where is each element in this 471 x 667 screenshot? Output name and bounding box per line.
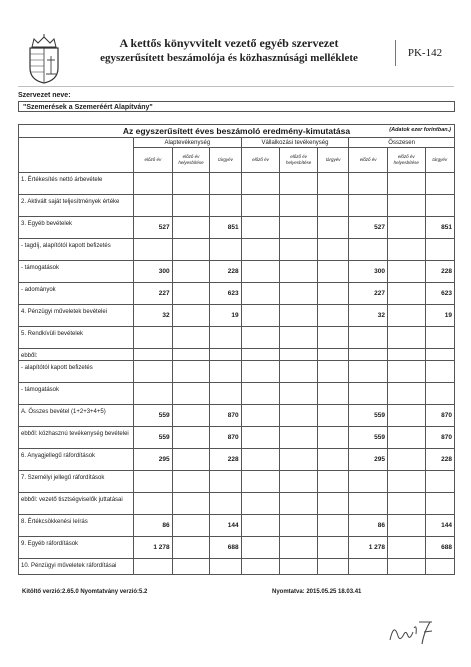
row-label: 6. Anyagjellegű ráfordítások bbox=[19, 449, 134, 471]
subheader-current-year: tárgyév bbox=[317, 148, 348, 173]
value-cell bbox=[241, 471, 280, 493]
value-cell bbox=[241, 559, 280, 575]
value-cell bbox=[425, 361, 454, 383]
version-info: Kitöltő verzió:2.65.0 Nyomtatvány verzió:5.2 bbox=[22, 589, 148, 595]
value-cell bbox=[210, 383, 241, 405]
value-cell bbox=[317, 195, 348, 217]
subheader-prev-year: előző év bbox=[349, 148, 388, 173]
row-label: A. Összes bevétel (1+2+3+4+5) bbox=[19, 405, 134, 427]
value-cell: 86 bbox=[349, 515, 388, 537]
table-row bbox=[19, 305, 455, 327]
value-cell bbox=[133, 383, 172, 405]
value-cell bbox=[425, 559, 454, 575]
value-cell bbox=[317, 327, 348, 349]
table-title: Az egyszerűsített éves beszámoló eredmény-kimutatása bbox=[122, 126, 351, 136]
value-cell bbox=[317, 349, 348, 361]
value-cell bbox=[133, 471, 172, 493]
value-cell bbox=[172, 195, 210, 217]
value-cell bbox=[172, 383, 210, 405]
value-cell bbox=[172, 427, 210, 449]
value-cell bbox=[387, 361, 425, 383]
value-cell bbox=[349, 559, 388, 575]
value-cell bbox=[387, 559, 425, 575]
value-cell bbox=[241, 261, 280, 283]
value-cell: 228 bbox=[210, 261, 241, 283]
row-label: 4. Pénzügyi műveletek bevételei bbox=[19, 305, 134, 327]
value-cell bbox=[172, 239, 210, 261]
value-cell bbox=[133, 493, 172, 515]
group-header-business: Vállalkozási tevékenység bbox=[241, 138, 349, 148]
value-cell bbox=[241, 515, 280, 537]
value-cell bbox=[172, 405, 210, 427]
value-cell bbox=[317, 515, 348, 537]
row-label: - tagdíj, alapítótól kapott befizetés bbox=[19, 239, 134, 261]
table-row bbox=[19, 405, 455, 427]
subheader-prev-year: előző év bbox=[133, 148, 172, 173]
value-cell bbox=[241, 383, 280, 405]
value-cell: 295 bbox=[133, 449, 172, 471]
value-cell bbox=[241, 173, 280, 195]
value-cell bbox=[133, 361, 172, 383]
value-cell bbox=[317, 449, 348, 471]
value-cell bbox=[172, 261, 210, 283]
value-cell bbox=[172, 449, 210, 471]
value-cell bbox=[349, 239, 388, 261]
table-row bbox=[19, 195, 455, 217]
table-row bbox=[19, 239, 455, 261]
value-cell: 851 bbox=[210, 217, 241, 239]
value-cell bbox=[241, 305, 280, 327]
value-cell: 228 bbox=[425, 261, 454, 283]
value-cell bbox=[172, 173, 210, 195]
subheader-current-year: tárgyév bbox=[210, 148, 241, 173]
value-cell: 32 bbox=[133, 305, 172, 327]
value-cell bbox=[387, 327, 425, 349]
row-label: - támogatások bbox=[19, 383, 134, 405]
value-cell bbox=[280, 493, 318, 515]
value-cell bbox=[349, 361, 388, 383]
value-cell: 144 bbox=[425, 515, 454, 537]
table-title-cell bbox=[19, 125, 455, 138]
value-cell bbox=[317, 405, 348, 427]
value-cell bbox=[280, 173, 318, 195]
value-cell bbox=[172, 283, 210, 305]
value-cell: 1 278 bbox=[349, 537, 388, 559]
row-label: ebből: vezető tisztségviselők juttatásai bbox=[19, 493, 134, 515]
value-cell bbox=[425, 239, 454, 261]
value-cell bbox=[425, 173, 454, 195]
group-header-row bbox=[19, 138, 455, 148]
value-cell: 870 bbox=[210, 427, 241, 449]
value-cell bbox=[241, 327, 280, 349]
table-row bbox=[19, 471, 455, 493]
value-cell bbox=[210, 361, 241, 383]
organization-label: Szervezet neve: bbox=[18, 92, 71, 99]
table-row bbox=[19, 261, 455, 283]
subheader-prev-correction: előző év helyesbítése bbox=[387, 148, 425, 173]
value-cell bbox=[210, 559, 241, 575]
value-cell bbox=[280, 261, 318, 283]
table-row bbox=[19, 283, 455, 305]
print-timestamp: Nyomtatva: 2015.05.25 18.03.41 bbox=[272, 589, 362, 595]
value-cell bbox=[425, 383, 454, 405]
value-cell: 688 bbox=[425, 537, 454, 559]
form-title bbox=[70, 36, 388, 65]
table-row bbox=[19, 361, 455, 383]
value-cell: 688 bbox=[210, 537, 241, 559]
form-header bbox=[18, 30, 454, 87]
value-cell: 870 bbox=[210, 405, 241, 427]
value-cell bbox=[172, 217, 210, 239]
value-cell bbox=[280, 283, 318, 305]
value-cell bbox=[241, 449, 280, 471]
table-row bbox=[19, 383, 455, 405]
value-cell bbox=[241, 427, 280, 449]
value-cell bbox=[387, 239, 425, 261]
value-cell bbox=[387, 449, 425, 471]
value-cell bbox=[241, 195, 280, 217]
value-cell bbox=[387, 537, 425, 559]
value-cell: 851 bbox=[425, 217, 454, 239]
value-cell bbox=[317, 559, 348, 575]
value-cell bbox=[210, 327, 241, 349]
value-cell bbox=[280, 305, 318, 327]
value-cell: 623 bbox=[425, 283, 454, 305]
value-cell bbox=[280, 405, 318, 427]
value-cell bbox=[172, 471, 210, 493]
value-cell bbox=[317, 217, 348, 239]
value-cell bbox=[133, 239, 172, 261]
value-cell bbox=[280, 515, 318, 537]
value-cell bbox=[172, 361, 210, 383]
value-cell bbox=[241, 283, 280, 305]
row-label: 10. Pénzügyi műveletek ráfordításai bbox=[19, 559, 134, 575]
value-cell bbox=[172, 493, 210, 515]
value-cell bbox=[387, 427, 425, 449]
value-cell bbox=[317, 383, 348, 405]
value-cell bbox=[349, 173, 388, 195]
row-label: 9. Egyéb ráfordítások bbox=[19, 537, 134, 559]
income-statement-table bbox=[18, 124, 455, 575]
value-cell bbox=[280, 349, 318, 361]
value-cell bbox=[280, 327, 318, 349]
value-cell: 870 bbox=[425, 427, 454, 449]
row-label: - alapítótól kapott befizetés bbox=[19, 361, 134, 383]
value-cell bbox=[210, 239, 241, 261]
value-cell: 1 278 bbox=[133, 537, 172, 559]
value-cell bbox=[172, 537, 210, 559]
value-cell: 527 bbox=[133, 217, 172, 239]
row-label: 1. Értékesítés nettó árbevétele bbox=[19, 173, 134, 195]
value-cell bbox=[241, 537, 280, 559]
value-cell: 144 bbox=[210, 515, 241, 537]
subheader-prev-correction: előző év helyesbítése bbox=[280, 148, 318, 173]
units-note: (Adatok ezer forintban.) bbox=[389, 127, 451, 133]
value-cell bbox=[317, 361, 348, 383]
table-row bbox=[19, 493, 455, 515]
value-cell bbox=[317, 305, 348, 327]
blank-corner bbox=[19, 138, 134, 148]
row-label: - támogatások bbox=[19, 261, 134, 283]
value-cell bbox=[210, 195, 241, 217]
value-cell bbox=[241, 349, 280, 361]
row-label: 2. Aktivált saját teljesítmények értéke bbox=[19, 195, 134, 217]
value-cell bbox=[317, 471, 348, 493]
value-cell: 227 bbox=[133, 283, 172, 305]
value-cell bbox=[387, 383, 425, 405]
value-cell bbox=[317, 283, 348, 305]
subheader-prev-correction: előző év helyesbítése bbox=[172, 148, 210, 173]
value-cell bbox=[241, 361, 280, 383]
value-cell bbox=[210, 349, 241, 361]
row-label: 7. Személyi jellegű ráfordítások bbox=[19, 471, 134, 493]
value-cell bbox=[349, 327, 388, 349]
value-cell bbox=[387, 261, 425, 283]
row-label: 8. Értékcsökkenési leírás bbox=[19, 515, 134, 537]
value-cell bbox=[349, 195, 388, 217]
value-cell bbox=[133, 327, 172, 349]
row-label: ebből: bbox=[19, 349, 134, 361]
value-cell bbox=[280, 383, 318, 405]
coat-of-arms-icon bbox=[22, 34, 66, 84]
blank-corner-lower bbox=[19, 148, 134, 173]
value-cell: 623 bbox=[210, 283, 241, 305]
value-cell bbox=[349, 383, 388, 405]
value-cell bbox=[317, 537, 348, 559]
value-cell: 300 bbox=[349, 261, 388, 283]
value-cell bbox=[317, 261, 348, 283]
value-cell bbox=[172, 305, 210, 327]
value-cell bbox=[349, 349, 388, 361]
table-row bbox=[19, 173, 455, 195]
value-cell: 559 bbox=[349, 405, 388, 427]
value-cell bbox=[280, 239, 318, 261]
value-cell bbox=[172, 349, 210, 361]
value-cell bbox=[387, 349, 425, 361]
value-cell bbox=[425, 327, 454, 349]
group-header-core: Alaptevékenység bbox=[133, 138, 241, 148]
table-row bbox=[19, 537, 455, 559]
value-cell: 559 bbox=[133, 427, 172, 449]
value-cell: 19 bbox=[210, 305, 241, 327]
value-cell bbox=[280, 537, 318, 559]
value-cell bbox=[349, 471, 388, 493]
value-cell bbox=[387, 217, 425, 239]
value-cell bbox=[349, 493, 388, 515]
group-header-total: Összesen bbox=[349, 138, 455, 148]
value-cell: 300 bbox=[133, 261, 172, 283]
table-title-row bbox=[19, 125, 455, 138]
value-cell: 228 bbox=[425, 449, 454, 471]
table-row bbox=[19, 327, 455, 349]
handwritten-signature bbox=[386, 614, 436, 648]
value-cell: 228 bbox=[210, 449, 241, 471]
value-cell bbox=[210, 493, 241, 515]
table-row bbox=[19, 217, 455, 239]
value-cell bbox=[241, 405, 280, 427]
value-cell bbox=[425, 471, 454, 493]
value-cell bbox=[172, 559, 210, 575]
value-cell bbox=[425, 195, 454, 217]
row-label: 3. Egyéb bevételek bbox=[19, 217, 134, 239]
value-cell bbox=[210, 173, 241, 195]
subheader-prev-year: előző év bbox=[241, 148, 280, 173]
value-cell: 295 bbox=[349, 449, 388, 471]
table-row bbox=[19, 515, 455, 537]
value-cell bbox=[241, 493, 280, 515]
value-cell: 870 bbox=[425, 405, 454, 427]
value-cell bbox=[387, 515, 425, 537]
value-cell bbox=[387, 195, 425, 217]
row-label: 5. Rendkívüli bevételek bbox=[19, 327, 134, 349]
value-cell bbox=[280, 361, 318, 383]
value-cell bbox=[280, 559, 318, 575]
value-cell bbox=[241, 239, 280, 261]
value-cell bbox=[280, 471, 318, 493]
row-label: - adományok bbox=[19, 283, 134, 305]
table-row bbox=[19, 349, 455, 361]
value-cell bbox=[280, 449, 318, 471]
subheader-current-year: tárgyév bbox=[425, 148, 454, 173]
value-cell bbox=[172, 327, 210, 349]
value-cell bbox=[133, 173, 172, 195]
value-cell bbox=[317, 173, 348, 195]
value-cell bbox=[425, 349, 454, 361]
value-cell: 32 bbox=[349, 305, 388, 327]
sub-header-row bbox=[19, 148, 455, 173]
value-cell: 227 bbox=[349, 283, 388, 305]
table-row bbox=[19, 559, 455, 575]
value-cell bbox=[280, 195, 318, 217]
value-cell bbox=[133, 559, 172, 575]
value-cell: 86 bbox=[133, 515, 172, 537]
value-cell bbox=[317, 239, 348, 261]
value-cell bbox=[387, 405, 425, 427]
value-cell bbox=[387, 283, 425, 305]
value-cell bbox=[133, 349, 172, 361]
form-title-line1: A kettős könyvvitelt vezető egyéb szervezet bbox=[119, 36, 339, 50]
table-row bbox=[19, 427, 455, 449]
value-cell bbox=[241, 217, 280, 239]
value-cell bbox=[280, 427, 318, 449]
table-row bbox=[19, 449, 455, 471]
value-cell bbox=[317, 427, 348, 449]
value-cell bbox=[133, 195, 172, 217]
value-cell: 559 bbox=[349, 427, 388, 449]
value-cell: 559 bbox=[133, 405, 172, 427]
value-cell bbox=[387, 305, 425, 327]
value-cell: 19 bbox=[425, 305, 454, 327]
value-cell: 527 bbox=[349, 217, 388, 239]
value-cell bbox=[210, 471, 241, 493]
form-title-line2: egyszerűsített beszámolója és közhasznúsági melléklete bbox=[100, 52, 358, 64]
row-label: ebből: közhasznú tevékenység bevételei bbox=[19, 427, 134, 449]
form-code: PK-142 bbox=[395, 40, 454, 66]
value-cell bbox=[425, 493, 454, 515]
value-cell bbox=[387, 173, 425, 195]
organization-name-field: "Szemerések a Szemeréért Alapítvány" bbox=[18, 101, 455, 112]
value-cell bbox=[280, 217, 318, 239]
value-cell bbox=[387, 471, 425, 493]
value-cell bbox=[317, 493, 348, 515]
value-cell bbox=[172, 515, 210, 537]
value-cell bbox=[387, 493, 425, 515]
